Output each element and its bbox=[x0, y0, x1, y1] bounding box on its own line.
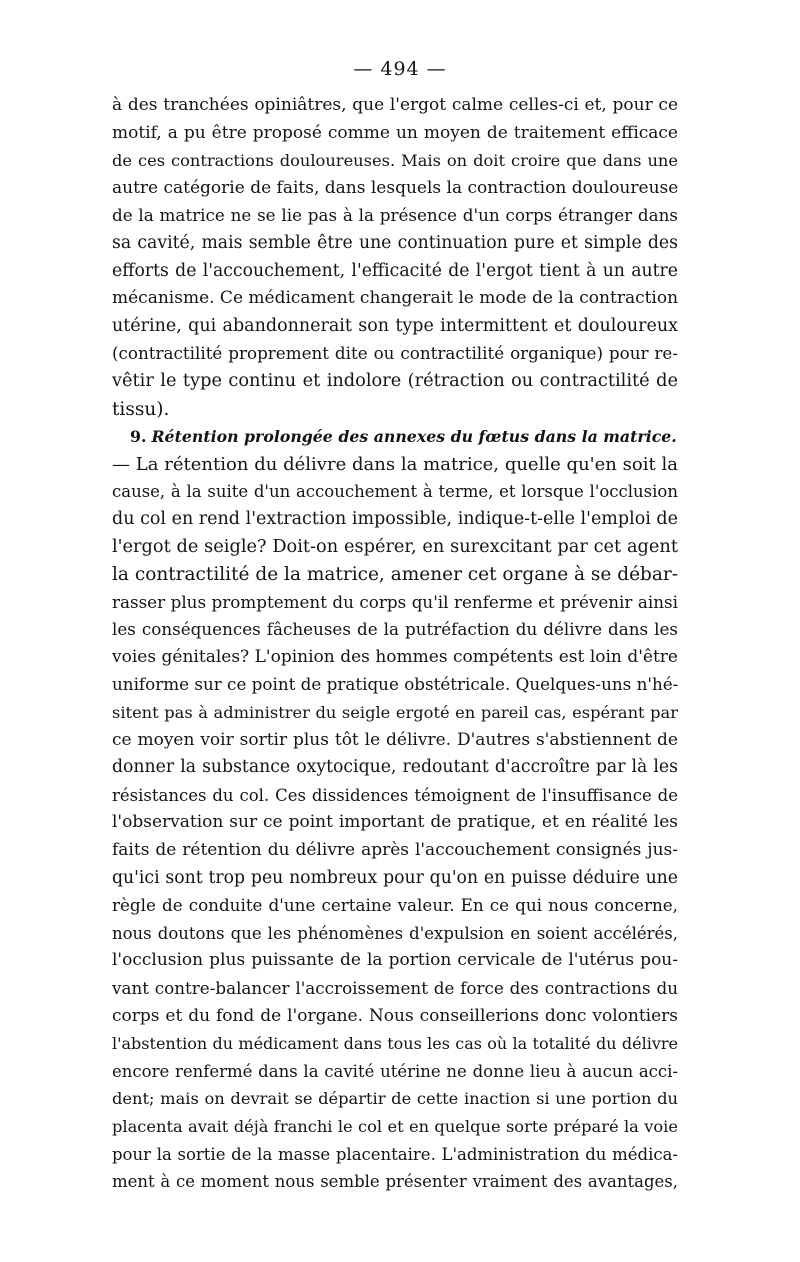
text-line: vant contre-balancer l'accroissement de force des contractions du bbox=[112, 978, 678, 998]
page-number: — 494 — bbox=[353, 58, 447, 80]
text-line: — La rétention du délivre dans la matrice, quelle qu'en soit la bbox=[112, 453, 678, 475]
text-line: nous doutons que les phénomènes d'expulsion en soient accélérés, bbox=[112, 923, 678, 943]
text-line: l'observation sur ce point important de pratique, et en réalité les bbox=[112, 812, 678, 833]
text-line: faits de rétention du délivre après l'accouchement consignés jus- bbox=[112, 840, 678, 861]
text-line: donner la substance oxytocique, redoutant d'accroître par là les bbox=[112, 757, 678, 778]
text-line: ment à ce moment nous semble présenter vraiment des avantages, bbox=[112, 1172, 678, 1192]
text-line: règle de conduite d'une certaine valeur. En ce qui nous concerne, bbox=[112, 895, 678, 916]
section-title: Rétention prolongée des annexes du fœtus dans la matrice. bbox=[151, 427, 677, 447]
text-line: rasser plus promptement du corps qu'il renferme et prévenir ainsi bbox=[112, 591, 678, 612]
text-line: les conséquences fâcheuses de la putréfaction du délivre dans les bbox=[112, 619, 678, 640]
section-heading bbox=[112, 423, 678, 451]
text-line: sitent pas à administrer du seigle ergoté en pareil cas, espérant par bbox=[112, 703, 678, 723]
text-line: pour la sortie de la masse placentaire. L'administration du médica- bbox=[112, 1144, 678, 1164]
text-line: l'ergot de seigle? Doit-on espérer, en surexcitant par cet agent bbox=[112, 536, 678, 557]
text-line: utérine, qui abandonnerait son type intermittent et douloureux bbox=[112, 315, 678, 336]
text-line: vêtir le type continu et indolore (rétraction ou contractilité de bbox=[112, 370, 678, 391]
text-line: qu'ici sont trop peu nombreux pour qu'on en puisse déduire une bbox=[112, 867, 678, 888]
text-line: de la matrice ne se lie pas à la présence d'un corps étranger dans bbox=[112, 205, 678, 226]
text-line: voies génitales? L'opinion des hommes compétents est loin d'être bbox=[112, 646, 678, 667]
text-line: de ces contractions douloureuses. Mais on doit croire que dans une bbox=[112, 151, 678, 171]
text-line: corps et du fond de l'organe. Nous conseillerions donc volontiers bbox=[112, 1005, 678, 1026]
text-line: dent; mais on devrait se départir de cette inaction si une portion du bbox=[112, 1089, 678, 1109]
text-line: (contractilité proprement dite ou contractilité organique) pour re- bbox=[112, 343, 678, 364]
text-line: sa cavité, mais semble être une continuation pure et simple des bbox=[112, 232, 678, 253]
text-line: ce moyen voir sortir plus tôt le délivre. D'autres s'abstiennent de bbox=[112, 729, 678, 750]
text-line: l'abstention du médicament dans tous les cas où la totalité du délivre bbox=[112, 1034, 678, 1054]
text-line: l'occlusion plus puissante de la portion cervicale de l'utérus pou- bbox=[112, 950, 678, 971]
text-line: résistances du col. Ces dissidences témoignent de l'insuffisance de bbox=[112, 785, 678, 805]
text-line: efforts de l'accouchement, l'efficacité de l'ergot tient à un autre bbox=[112, 260, 678, 281]
text-line: autre catégorie de faits, dans lesquels la contraction douloureuse bbox=[112, 177, 679, 198]
text-line: du col en rend l'extraction impossible, indique-t-elle l'emploi de bbox=[112, 508, 678, 529]
text-line: cause, à la suite d'un accouchement à terme, et lorsque l'occlusion bbox=[112, 482, 678, 502]
text-line: la contractilité de la matrice, amener cet organe à se débar- bbox=[112, 564, 679, 586]
text-line: uniforme sur ce point de pratique obstétricale. Quelques-uns n'hé- bbox=[112, 674, 679, 695]
text-line: motif, a pu être proposé comme un moyen de traitement efficace bbox=[112, 122, 678, 143]
text-line: tissu). bbox=[112, 398, 170, 420]
text-line: placenta avait déjà franchi le col et en quelque sorte préparé la voie bbox=[112, 1116, 678, 1136]
text-line: encore renfermé dans la cavité utérine ne donne lieu à aucun acci- bbox=[112, 1061, 678, 1081]
text-line: à des tranchées opiniâtres, que l'ergot calme celles-ci et, pour ce bbox=[112, 95, 678, 115]
section-number: 9. bbox=[130, 427, 147, 447]
page-body bbox=[112, 92, 678, 1196]
text-line: mécanisme. Ce médicament changerait le mode de la contraction bbox=[112, 288, 679, 309]
